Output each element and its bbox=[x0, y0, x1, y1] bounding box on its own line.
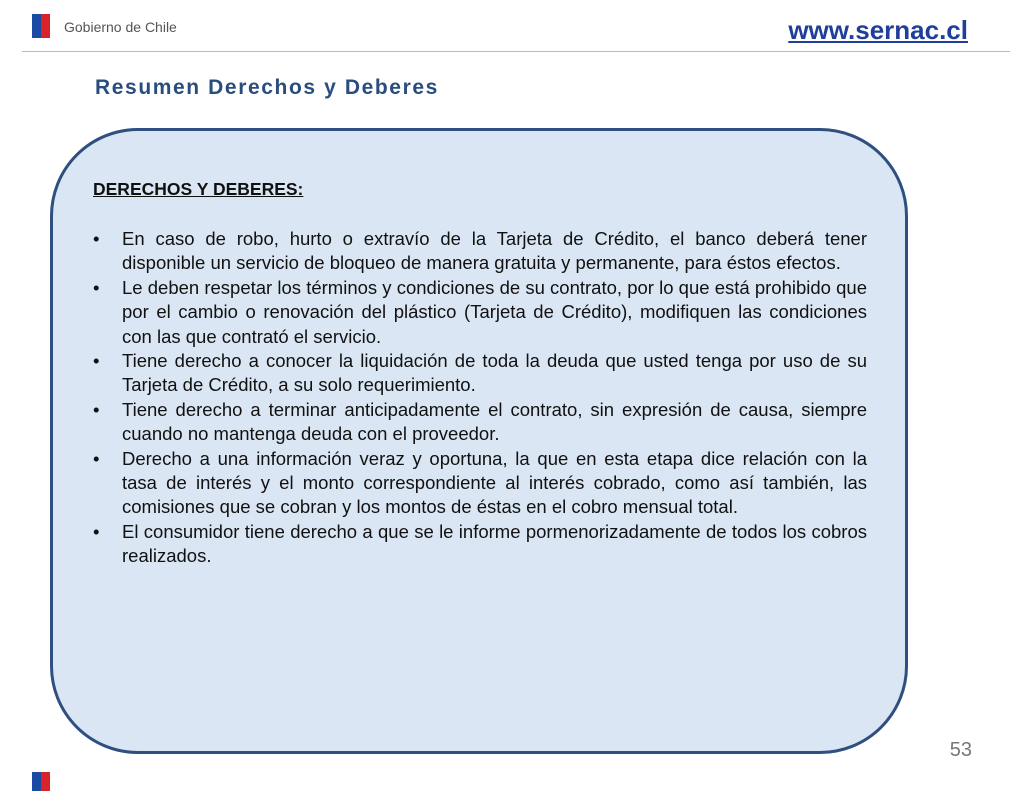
list-item-text: En caso de robo, hurto o extravío de la Tarjeta de Crédito, el banco deberá tener disponible un servicio de bloqueo de manera gratuita y permanente, para éstos efectos. bbox=[122, 228, 867, 274]
header-divider bbox=[22, 51, 1010, 52]
government-label: Gobierno de Chile bbox=[64, 19, 177, 35]
bullet-icon: • bbox=[93, 520, 100, 542]
list-item-text: Tiene derecho a terminar anticipadamente el contrato, sin expresión de causa, siempre cuando no mantenga deuda con el proveedor. bbox=[122, 398, 867, 445]
chile-flag-logo bbox=[32, 14, 50, 38]
flag-red-stripe bbox=[41, 772, 50, 791]
chile-flag-footer-logo bbox=[32, 772, 50, 791]
bullet-icon: • bbox=[93, 228, 100, 249]
list-item-text: El consumidor tiene derecho a que se le informe pormenorizadamente de todos los cobros realizados. bbox=[122, 520, 867, 567]
page-number: 53 bbox=[949, 739, 972, 761]
bullet-icon: • bbox=[93, 447, 100, 469]
list-item bbox=[93, 398, 867, 447]
list-item bbox=[93, 227, 867, 276]
flag-blue-stripe bbox=[32, 772, 41, 791]
bullet-icon: • bbox=[93, 398, 100, 420]
list-item bbox=[93, 447, 867, 520]
rights-list bbox=[93, 227, 867, 569]
list-item bbox=[93, 520, 867, 569]
rights-duties-box bbox=[50, 128, 908, 754]
list-item bbox=[93, 349, 867, 398]
flag-red-stripe bbox=[41, 14, 50, 38]
list-item-text: Tiene derecho a conocer la liquidación de toda la deuda que usted tenga por uso de su Tarjeta de Crédito, a su solo requerimiento. bbox=[122, 350, 867, 396]
site-url-link[interactable]: www.sernac.cl bbox=[788, 15, 968, 45]
slide-title: Resumen Derechos y Deberes bbox=[95, 76, 439, 99]
list-item-text: Derecho a una información veraz y oportuna, la que en esta etapa dice relación con la tasa de interés y el monto correspondiente al interés cobrado, como así también, las comisiones que se cobran y los montos de éstas en el cobro mensual total. bbox=[122, 447, 867, 518]
list-item-text: Le deben respetar los términos y condiciones de su contrato, por lo que está prohibido que por el cambio o renovación del plástico (Tarjeta de Crédito), modifiquen las condiciones con las que contrató el servicio. bbox=[122, 276, 867, 347]
flag-blue-stripe bbox=[32, 14, 41, 38]
list-item bbox=[93, 276, 867, 349]
bullet-icon: • bbox=[93, 276, 100, 298]
box-heading: DERECHOS Y DEBERES: bbox=[93, 179, 304, 199]
bullet-icon: • bbox=[93, 350, 100, 372]
